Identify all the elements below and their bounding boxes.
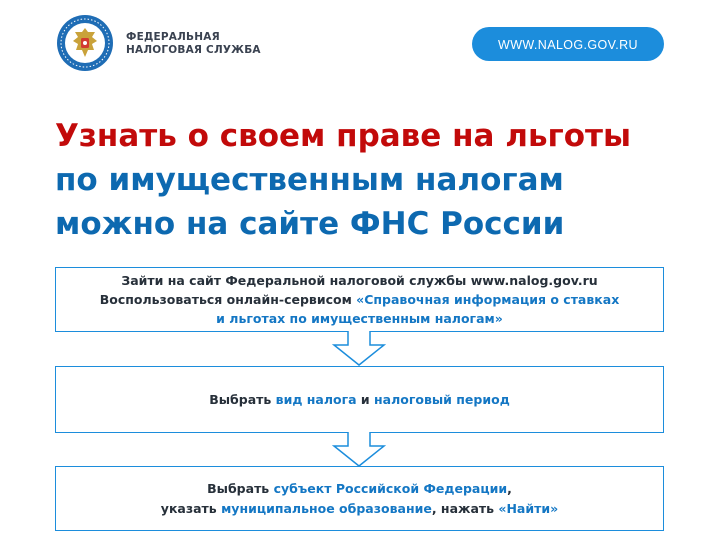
step-3-line1: [207, 479, 512, 499]
headline-line3: можно на сайте ФНС России: [55, 206, 565, 242]
header: [0, 0, 720, 90]
agency-name-line1: ФЕДЕРАЛЬНАЯ: [126, 31, 220, 43]
step-1-line2: [100, 290, 620, 309]
step-1-box: [55, 267, 664, 332]
step-3-specify: указать: [160, 500, 222, 516]
agency-name-line2: НАЛОГОВАЯ СЛУЖБА: [126, 44, 261, 56]
municipality-highlight: муниципальное образование: [221, 500, 432, 516]
arrow-down-icon: [332, 331, 386, 367]
site-link-button[interactable]: WWW.NALOG.GOV.RU: [472, 27, 664, 61]
step-2-line: [209, 392, 510, 407]
fns-emblem-icon: [56, 14, 114, 72]
region-highlight: субъект Российской Федерации: [273, 480, 508, 496]
find-button-label: «Найти»: [498, 500, 559, 516]
headline: [55, 114, 695, 246]
step-3-press: , нажать: [431, 500, 499, 516]
step-2-box: [55, 366, 664, 433]
tax-period-highlight: налоговый период: [374, 392, 510, 407]
headline-line2: по имущественным налогам: [55, 162, 564, 198]
tax-type-highlight: вид налога: [275, 392, 357, 407]
step-2-text: Выбрать: [209, 392, 276, 407]
step-1-line1: [121, 271, 597, 290]
step-3-line2: [161, 499, 558, 519]
step-1-text: Зайти на сайт Федеральной налоговой службы: [121, 273, 471, 288]
step-3-comma: ,: [507, 480, 512, 496]
step-3-box: [55, 466, 664, 531]
service-name-part2: и льготах по имущественным налогам»: [216, 311, 503, 326]
step-1-service-text: Воспользоваться онлайн-сервисом: [99, 292, 357, 307]
service-name-part1: «Справочная информация о ставках: [356, 292, 620, 307]
site-link[interactable]: www.nalog.gov.ru: [470, 273, 598, 288]
step-3-text: Выбрать: [207, 480, 274, 496]
headline-line1: Узнать о своем праве на льготы: [55, 118, 632, 154]
step-1-line3: [216, 309, 503, 328]
arrow-down-icon: [332, 432, 386, 468]
step-2-conj: и: [356, 392, 375, 407]
agency-name: [126, 31, 261, 57]
